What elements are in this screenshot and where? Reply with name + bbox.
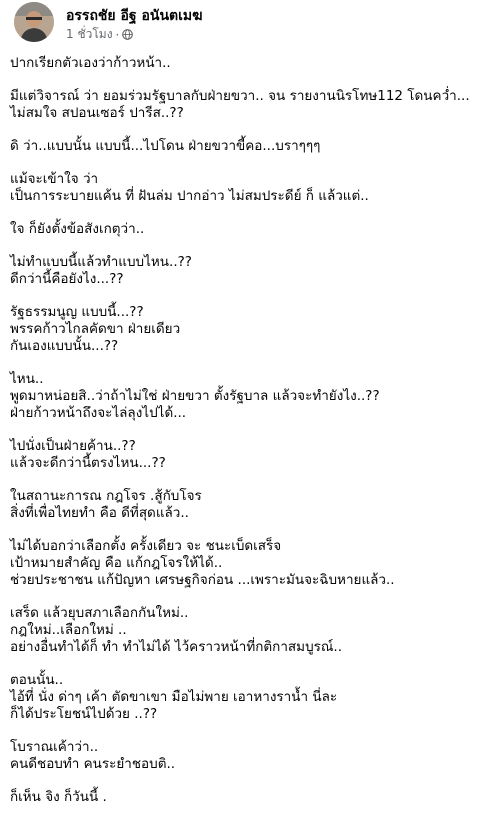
post-paragraph	[10, 304, 496, 355]
post-text-line: เสร็ด แล้วยุบสภาเลือกกันใหม่..	[10, 605, 189, 621]
post-text-line: ไม่ได้บอกว่าเลือกตั้ง ครั้งเดียว จะ ชนะเบ็ดเสร็จ	[10, 538, 282, 554]
author-name[interactable]: อรรถชัย อีฐ อนันตเมฆ	[66, 8, 203, 24]
post-text-line: เป้าหมายสำคัญ คือ แก้กฎโจรให้ได้..	[10, 555, 223, 571]
post-text-line: กันเองแบบนั้น...??	[10, 338, 119, 354]
post-paragraph	[10, 254, 496, 288]
post-paragraph	[10, 55, 496, 72]
post-text-line: แล้วจะดีกว่านี้ตรงไหน...??	[10, 455, 166, 471]
post-text-line: สิ่งที่เพื่อไทยทำ คือ ดีที่สุดแล้ว..	[10, 505, 189, 521]
author-avatar[interactable]	[14, 2, 54, 42]
post-text-line: รัฐธรรมนูญ แบบนี้...??	[10, 304, 144, 320]
post-paragraph	[10, 605, 496, 656]
post-text-line: ปากเรียกตัวเองว่าก้าวหน้า..	[10, 55, 171, 71]
post-text-line: ก็เห็น จิง ก็วันนี้ .	[10, 789, 107, 805]
post-text-line: ใจ ก็ยังตั้งข้อสังเกตุว่า..	[10, 221, 145, 237]
post-meta	[66, 25, 133, 44]
post-text-line: ตอนนั้น..	[10, 672, 64, 688]
post-text-line: ฝ่ายก้าวหน้าถึงจะไล่ลุงไปได้...	[10, 405, 187, 421]
post-text-line: คนดีชอบทำ คนระยำชอบติ..	[10, 756, 176, 772]
meta-separator: ·	[115, 27, 120, 42]
post-time[interactable]: 1 ชั่วโมง	[66, 27, 113, 41]
post-text-line: ไอ้ที่ นั่ง ด่าๆ เค้า ตัดขาเขา มือไม่พาย เอาหางราน้ำ นี่ละ	[10, 689, 338, 705]
post-paragraph	[10, 88, 496, 122]
post-text-line: ไม่ทำแบบนี้แล้วทำแบบไหน..??	[10, 254, 192, 270]
post-text-line: ไปนั่งเป็นฝ่ายค้าน..??	[10, 438, 136, 454]
post-text-line: ดิ ว่า..แบบนั้น แบบนี้...ไปโดน ฝ่ายขวาขี้คอ...บราๆๆๆ	[10, 138, 321, 154]
post-text-line: กฎใหม่..เลือกใหม่ ..	[10, 622, 127, 638]
post-paragraph	[10, 171, 496, 205]
post-paragraph	[10, 438, 496, 472]
post-body	[10, 55, 496, 822]
post-paragraph	[10, 221, 496, 238]
post-paragraph	[10, 138, 496, 155]
post-text-line: พรรคก้าวไกลคัดขา ฝ่ายเดียว	[10, 321, 181, 337]
post-text-line: แม้จะเข้าใจ ว่า	[10, 171, 99, 187]
post-text-line: ไหน..	[10, 371, 44, 387]
post-text-line: ก็ได้ประโยชน์ไปด้วย ..??	[10, 706, 158, 722]
post-text-line: ช่วยประชาชน แก้ปัญหา เศรษฐกิจก่อน ...เพราะมันจะฉิบหายแล้ว..	[10, 572, 395, 588]
post-paragraph	[10, 488, 496, 522]
post-text-line: พูดมาหน่อยสิ..ว่าถ้าไม่ใช่ ฝ่ายขวา ตั้งรัฐบาล แล้วจะทำยังไง..??	[10, 388, 380, 404]
post-text-line: มีแต่วิจารณ์ ว่า ยอมร่วมรัฐบาลกับฝ่ายขวา.. จน รายงานนิรโทษ112 โดนคว่ำ...	[10, 88, 470, 104]
post-paragraph	[10, 739, 496, 773]
globe-icon	[122, 29, 133, 40]
post-text-line: เป็นการระบายแค้น ที่ ฝันล่ม ปากอ่าว ไม่สมประดีย์ ก็ แล้วแต่..	[10, 188, 369, 204]
post-text-line: อย่างอื่นทำได้ก็ ทำ ทำไม่ได้ ไว้คราวหน้าที่กติกาสมบูรณ์..	[10, 639, 342, 655]
post-text-line: ไม่สมใจ สปอนเซอร์ ปารีส..??	[10, 105, 184, 121]
avatar-photo	[14, 2, 54, 42]
post-text-line: ดีกว่านี้คือยังไง...??	[10, 271, 124, 287]
post-text-line: โบราณเค้าว่า..	[10, 739, 99, 755]
post-text-line: ในสถานะการณ กฎโจร .สู้กับโจร	[10, 488, 202, 504]
post-paragraph	[10, 789, 496, 806]
post-header	[14, 2, 494, 46]
post-paragraph	[10, 538, 496, 589]
post-paragraph	[10, 371, 496, 422]
